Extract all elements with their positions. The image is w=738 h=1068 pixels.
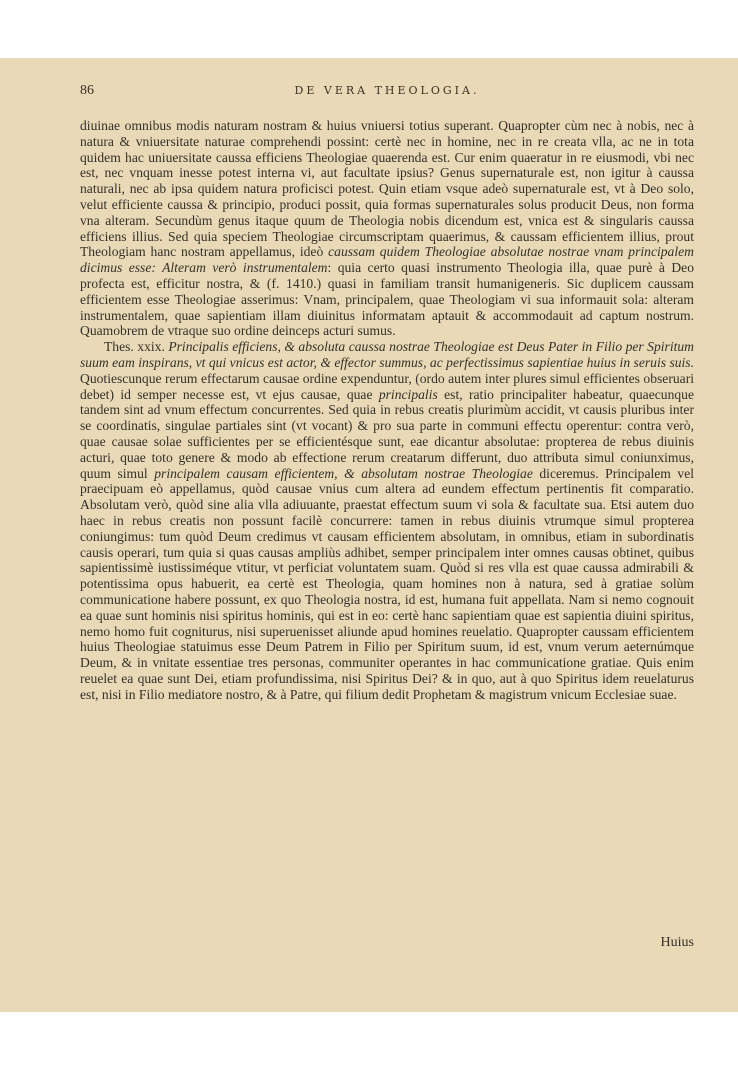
text-run: est, ratio principaliter habeatur, quaecunque tandem sint ad vnum effectum concurrentes. Sed quia in rebus creatis plurimùm accidit, vt causis pluribus inter se coordinatis, singulae partiales sint (vt vocant) & pro sua parte in communi effectu operentur: contra verò, quae causae solae sufficientes per se efficientésque sunt, eae dicantur absolutae: propterea de rebus diuinis acturi, quae toto genere & modo ab effectione rerum creatarum differunt, duo attributa simul coniunximus, quum simul (80, 386, 694, 481)
text-run: Thes. xxix. (104, 339, 169, 355)
text-run: Quotiescunque rerum effectarum causae ordine expenduntur, (ordo autem inter plures simul efficientes obseruari debet) id semper necesse est, vt ejus causae, quae (80, 370, 694, 402)
body-text (80, 118, 694, 702)
text-run: : quia certo quasi instrumento Theologia illa, quae purè à Deo profecta est, efficitur nostra, & (f. 1410.) quasi in familiam transit humanigeneris. Sic duplicem caussam efficientem esse Theologiae asserimus: Vnam, principalem, quae Theologiam vi sua informauit sola: alteram instrumentalem, quae sapientiam illam diuinitus informatam aptauit & accommodauit ad captum nostrum. Quamobrem de vtraque suo ordine deinceps acturi sumus. (80, 260, 694, 339)
text-run: diceremus. Principalem vel praecipuam eò appellamus, quòd causae vnius cum altera ad eundem effectum pertinentis fit comparatio. Absolutam verò, quòd sine alia vlla adiuuante, praestat effectum suum vi sola & facultate sua. Etsi autem duo haec in rebus creatis non possunt facilè concurrere: tamen in rebus diuinis vtrumque simul propterea coniungimus: tum quòd Deum credimus vt causam efficientem absolutam, in omnibus, etiam in subordinatis causis operari, tum quia si quas causas ampliùs adhibet, semper principalem inter omnes causas obtinet, quibus sapientissimè iustissiméque vtitur, vt perficiat voluntatem suam. Quòd si res vlla est quae caussa admirabili & potentissima opus habuerit, ea certè est Theologia, quam homines non à natura, sed à gratiae solùm communicatione habere possunt, ex quo Theologia nostra, id est, humana fuit appellata. Nam si nemo cognouit ea quae sunt hominis nisi spiritus hominis, qui est in eo: certè hanc sapientiam quae est sapientia diuini spiritus, nemo homo fuit cogniturus, nisi superuenisset aliunde apud homines reuelatio. Quapropter caussam efficientem huius Theologiae statuimus esse Deum Patrem in Filio per Spiritum suum, id est, vnum verum aeternúmque Deum, & in vnitate essentiae tres personas, communiter operantes in hac communicatione gratiae. Quis enim reuelet ea quae sunt Dei, etiam profundissima, nisi Spiritus Dei? & in quo, aut à quo Spiritus idem reuelaturus est, nisi in Filio mediatore nostro, & à Patre, qui filium dedit Prophetam & magistrum vnicum Ecclesiae suae. (80, 465, 695, 702)
text-run: diuinae omnibus modis naturam nostram & huius vniuersi totius superant. Quapropter cùm nec à nobis, nec à natura & vniuersitate naturae comprehendi possint: certè nec in homine, nec in re creata vlla, ac ne in tota quidem hac uniuersitate caussa efficiens Theologiae quaerenda est. Cur enim quaeratur in re eiusmodi, vbi nec est, nec vnquam inesse potest interna vi, aut facultate ipsius? Genus supernaturale est, non igitur à caussa naturali, nec ab ipsa quidem natura proficisci potest. Quin etiam vsque adeò supernaturale est, vt à Deo solo, velut efficiente caussa & principio, produci possit, quia formas supernaturales solus producit Deus, non forma vna alteram. Secundùm genus itaque quum de Theologia nobis dicendum est, vnica est & singularis caussa efficiens illius. Sed quia speciem Theologiae circumscriptam quaerimus, & caussam efficientem illius, prout Theologiam hanc nostram appellamus, ideò (80, 118, 694, 260)
running-head: DE VERA THEOLOGIA. (294, 84, 480, 97)
page-header (80, 83, 694, 99)
catchword: Huius (660, 935, 694, 950)
italic-text: caussam quidem Theologiae absolutae nostrae vnam principalem dicimus esse: Alteram verò instrumentalem (80, 244, 694, 276)
italic-text: principalis (378, 386, 438, 402)
paragraph (80, 339, 694, 702)
paragraph (80, 118, 694, 339)
italic-text: Principalis efficiens, & absoluta caussa nostrae Theologiae est Deus Pater in Filio per Spiritum suum eam inspirans, vt qui vnicus est actor, & effector summus, ac perfectissimus sapientiae huius in seruis suis. (80, 339, 695, 370)
page-number: 86 (80, 83, 94, 98)
italic-text: principalem causam efficientem, & absolutam nostrae Theologiae (154, 465, 533, 481)
